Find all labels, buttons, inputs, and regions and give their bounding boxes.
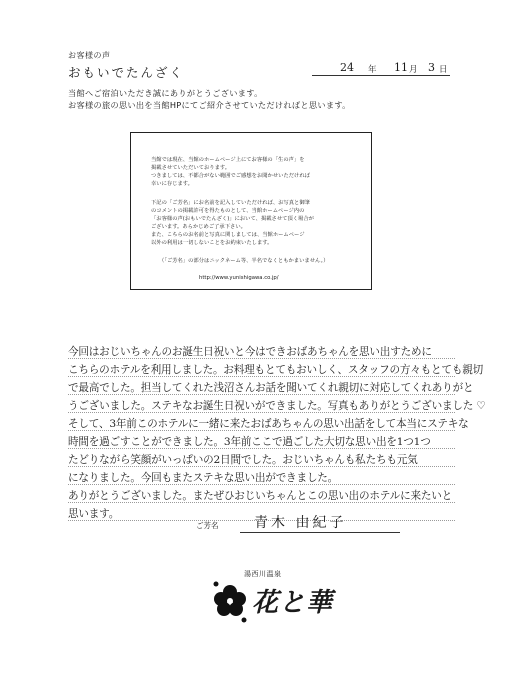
date-year: 24: [340, 61, 354, 74]
brand-subtitle: 湯西川温泉: [244, 570, 282, 578]
date-day: 3: [428, 61, 435, 74]
notice-p1-2: 掲載させていただいております。: [151, 165, 231, 171]
signature-name: 青木 由紀子: [254, 515, 347, 531]
date-month: 11: [394, 61, 408, 74]
message-line: で最高でした。担当してくれた浅沼さんお話を聞いてくれ親切に対応してくれありがと: [68, 382, 474, 394]
page-title: おもいでたんざく: [68, 65, 185, 80]
name-label: ご芳名: [196, 521, 219, 530]
notice-box: [130, 132, 372, 290]
notice-p1-4: 幸いに存じます。: [151, 181, 193, 187]
message-line: ありがとうございました。またぜひおじいちゃんとこの思い出のホテルに来たいと: [68, 490, 453, 502]
notice-p2-6: 以外の利用は一切しないことをお約束いたします。: [151, 240, 273, 246]
brand-name: 花と華: [252, 588, 334, 618]
name-underline: [240, 532, 400, 533]
message-line: そして、3年前このホテルに一緒に来たおばあちゃんの思い出話をして本当にステキな: [68, 418, 469, 430]
date-day-unit: 日: [439, 65, 448, 75]
plum-blossom-icon: [208, 576, 252, 626]
notice-p1-3: つきましては、不都合がない範囲でご感想をお聞かせいただければ: [151, 173, 310, 179]
notice-p2-1: 下記の「ご芳名」にお名前を記入していただければ、お写真と御筆: [151, 200, 310, 206]
notice-p2-5: また、こちらのお名前と写真に関しましては、当館ホームページ: [151, 232, 305, 238]
greeting-line-2: お客様の旅の思い出を当館HPにてご紹介させていただければと思います。: [68, 100, 351, 110]
message-line: 時間を過ごすことができました。3年前ここで過ごした大切な思い出を1つ1つ: [68, 436, 431, 448]
message-line: たどりながら笑顔がいっぱいの2日間でした。おじいちゃんも私たちも元気: [68, 454, 418, 466]
small-label: お客様の声: [68, 51, 111, 60]
date-underline: [312, 75, 450, 76]
notice-p2-3: 「お客様の声(おもいでたんざく)」において、掲載させて頂く場合が: [151, 216, 314, 222]
notice-p2-4: ございます。あらかじめご了承下さい。: [151, 224, 246, 230]
date-month-unit: 月: [409, 65, 418, 75]
notice-url: http://www.yunishigawa.co.jp/: [199, 275, 279, 281]
message-line: うございました。ステキなお誕生日祝いができました。写真もありがとうございました ♡: [68, 400, 486, 412]
message-line: 思います。: [68, 508, 120, 520]
notice-p2-2: のコメントの掲載許可を得たものとして、当館ホームページ内の: [151, 208, 305, 214]
message-line: こちらのホテルを利用しました。お料理もとてもおいしく、スタッフの方々もとても親切: [68, 364, 484, 376]
notice-note: （「ご芳名」の部分はニックネーム等、半名でなくともかまいません。）: [159, 258, 329, 264]
greeting-line-1: 当館へご宿泊いただき誠にありがとうございます。: [68, 88, 263, 98]
message-line: 今回はおじいちゃんのお誕生日祝いと今はできおばあちゃんを思い出すために: [68, 346, 432, 358]
notice-p1-1: 当館では現在、当館のホームページ上にてお客様の「生の声」を: [151, 157, 305, 163]
message-line: になりました。今回もまたステキな思い出ができました。: [68, 472, 339, 484]
date-year-unit: 年: [368, 65, 377, 75]
